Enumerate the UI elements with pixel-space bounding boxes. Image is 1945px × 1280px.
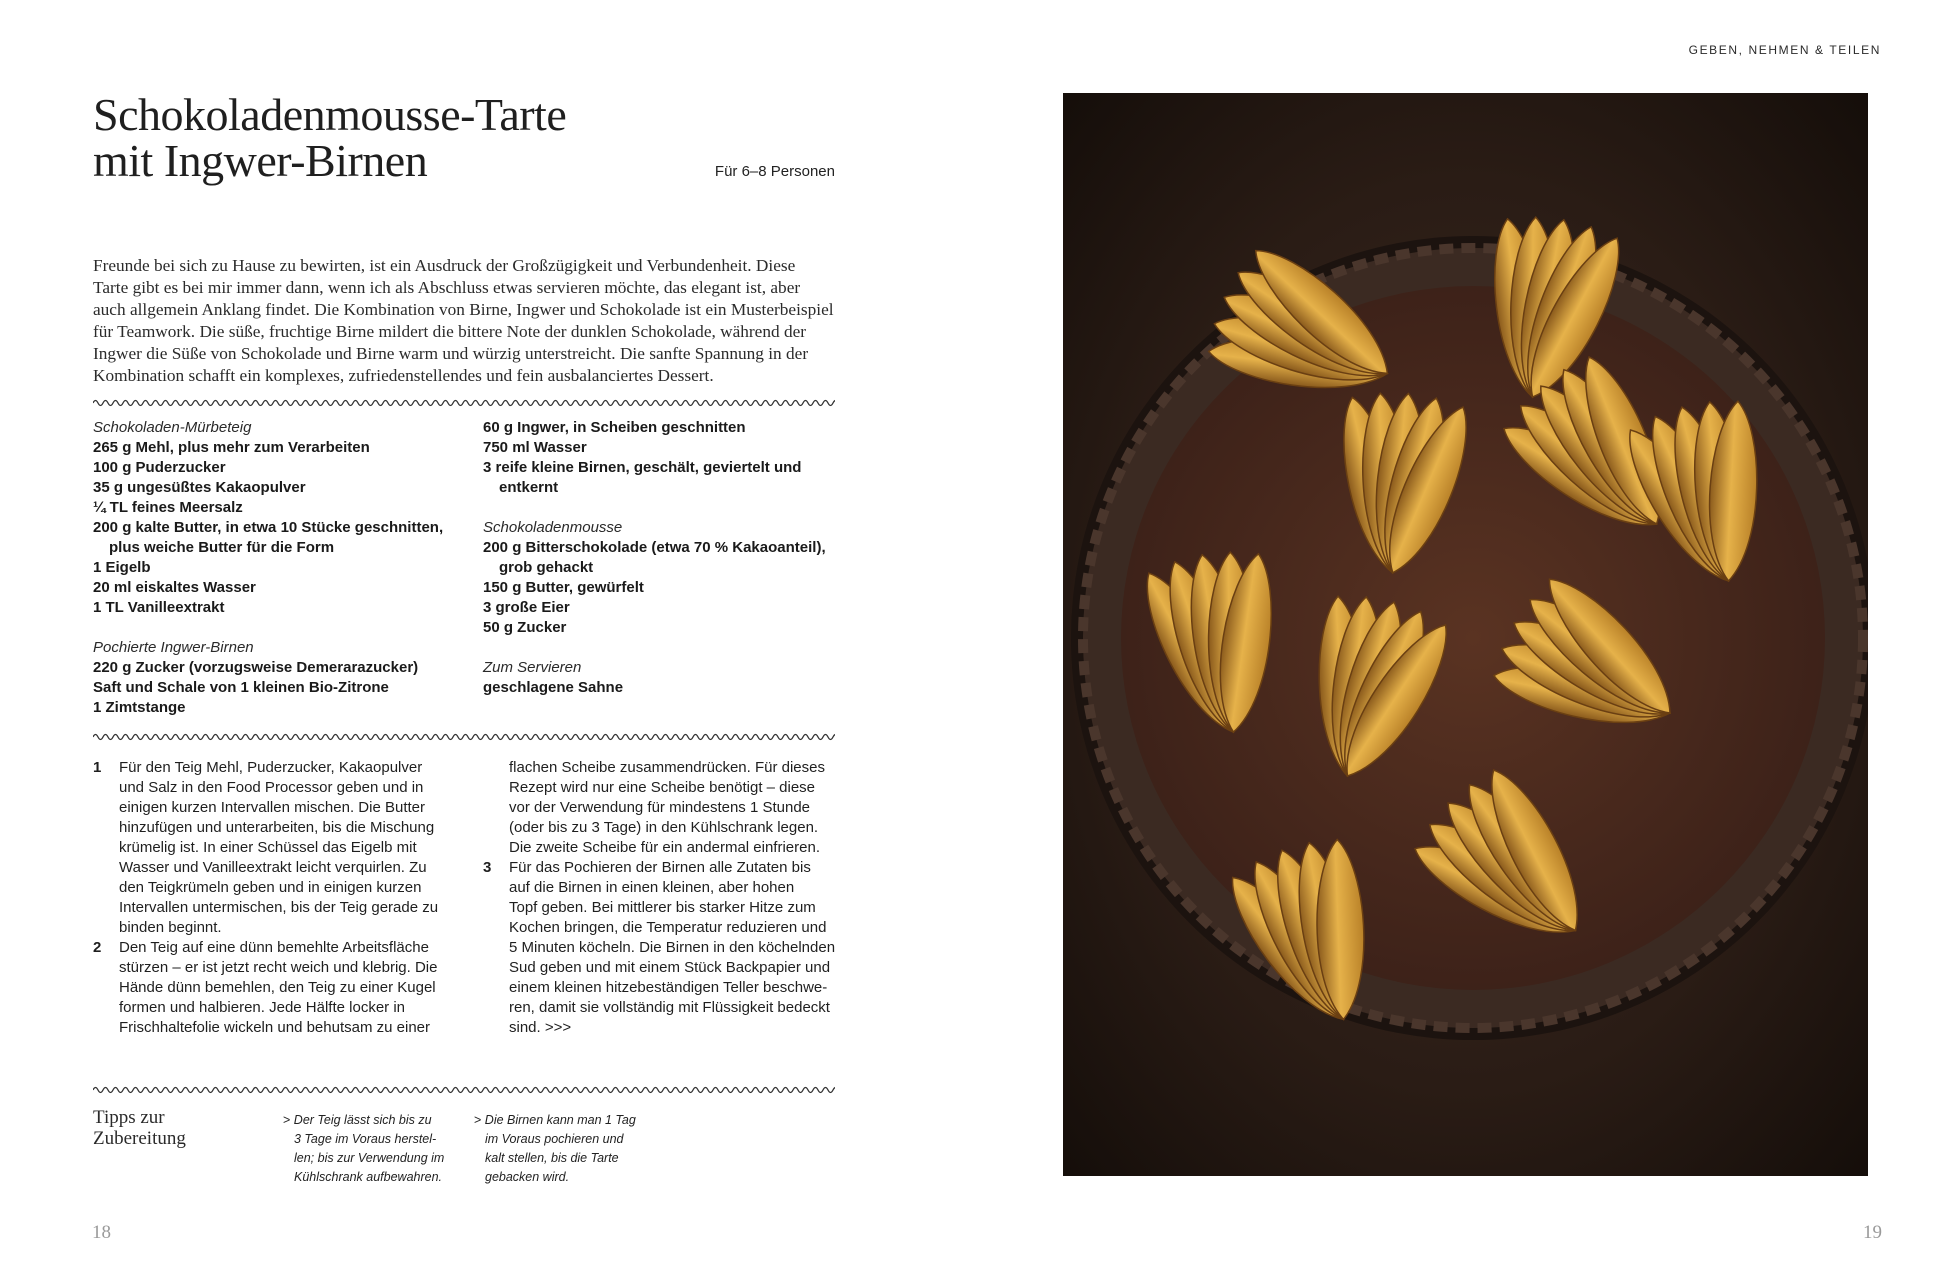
step-number: 1 bbox=[93, 759, 102, 776]
step-number: 2 bbox=[93, 939, 102, 956]
ingredient-item: 50 g Zucker bbox=[483, 619, 567, 636]
page-number-right: 19 bbox=[1863, 1222, 1882, 1243]
ingredient-item: 1 TL Vanilleextrakt bbox=[93, 599, 225, 616]
step-number: 3 bbox=[483, 859, 492, 876]
intro-line: Tarte gibt es bei mir immer dann, wenn ich als Abschluss etwas servieren möchte, das elegant ist, aber bbox=[93, 278, 801, 297]
ingredient-item: ¼ TL feines Meersalz bbox=[93, 499, 243, 516]
method-step bbox=[93, 938, 463, 1038]
tips-title-line-2: Zubereitung bbox=[93, 1128, 186, 1149]
method-step bbox=[483, 758, 853, 858]
step-line: Topf geben. Bei mittlerer bis starker Hitze zum bbox=[509, 899, 816, 916]
step-line: Für das Pochieren der Birnen alle Zutaten bis bbox=[509, 859, 811, 876]
step-line: auf die Birnen in einen kleinen, aber hohen bbox=[509, 879, 795, 896]
chocolate-pear-tart-photo-icon bbox=[1063, 93, 1868, 1176]
wavy-divider bbox=[93, 1084, 835, 1096]
tip-line: 3 Tage im Voraus herstel- bbox=[294, 1132, 437, 1146]
ingredient-item: grob gehackt bbox=[499, 559, 594, 576]
tip-line: im Voraus pochieren und bbox=[485, 1132, 624, 1146]
page-number-left: 18 bbox=[92, 1222, 111, 1243]
ingredient-item: 35 g ungesüßtes Kakaopulver bbox=[93, 479, 306, 496]
ingredient-item: 265 g Mehl, plus mehr zum Verarbeiten bbox=[93, 439, 370, 456]
step-line: stürzen – er ist jetzt recht weich und klebrig. Die bbox=[119, 959, 438, 976]
intro-line: für Teamwork. Die süße, fruchtige Birne mildert die bittere Note der dunklen Schokolade, während der bbox=[93, 322, 807, 341]
intro-line: Freunde bei sich zu Hause zu bewirten, ist ein Ausdruck der Großzügigkeit und Verbundenheit. Diese bbox=[93, 256, 796, 275]
step-line: Kochen bringen, die Temperatur reduzieren und bbox=[509, 919, 827, 936]
intro-line: auch allgemein Anklang findet. Die Kombination von Birne, Ingwer und Schokolade ist ein Musterbeispiel bbox=[93, 300, 834, 319]
step-line: flachen Scheibe zusammendrücken. Für dieses bbox=[509, 759, 825, 776]
tip-2 bbox=[474, 1111, 636, 1187]
tip-arrow: > bbox=[474, 1113, 482, 1127]
step-line: hinzufügen und unterarbeiten, bis die Mischung bbox=[119, 819, 435, 836]
ingredient-item: 1 Eigelb bbox=[93, 559, 151, 576]
ingredient-item: entkernt bbox=[499, 479, 559, 496]
spacer bbox=[93, 618, 473, 638]
step-line: Rezept wird nur eine Scheibe benötigt – diese bbox=[509, 779, 816, 796]
tart-photo bbox=[1063, 93, 1868, 1176]
tip-line: Kühlschrank aufbewahren. bbox=[294, 1170, 443, 1184]
tips-title bbox=[93, 1107, 186, 1149]
ingredient-item: 3 reife kleine Birnen, geschält, geviertelt und bbox=[483, 459, 802, 476]
step-line: und Salz in den Food Processor geben und in bbox=[119, 779, 424, 796]
intro-line: Ingwer die Süße von Schokolade und Birne warm und würzig unterstreicht. Die sanfte Spannung in der bbox=[93, 344, 809, 363]
ingredient-item: 1 Zimtstange bbox=[93, 699, 186, 716]
ingredients-left-column bbox=[93, 418, 473, 718]
spacer bbox=[483, 638, 863, 658]
tips-title-line-1: Tipps zur bbox=[93, 1107, 165, 1128]
tip-line: Die Birnen kann man 1 Tag bbox=[484, 1113, 636, 1127]
tip-line: gebacken wird. bbox=[485, 1170, 570, 1184]
wavy-divider bbox=[93, 397, 835, 409]
step-line: (oder bis zu 3 Tage) in den Kühlschrank legen. bbox=[509, 819, 819, 836]
step-line: vor der Verwendung für mindestens 1 Stunde bbox=[509, 799, 811, 816]
ingredient-item: 750 ml Wasser bbox=[483, 439, 587, 456]
intro-line: Kombination schafft ein komplexes, zufriedenstellendes und fein ausbalanciertes Dessert. bbox=[93, 366, 714, 385]
tip-arrow: > bbox=[283, 1113, 291, 1127]
step-line: ren, damit sie vollständig mit Flüssigkeit bedeckt bbox=[509, 999, 830, 1016]
section-label: GEBEN, NEHMEN & TEILEN bbox=[1688, 43, 1881, 57]
ingredient-item: plus weiche Butter für die Form bbox=[109, 539, 335, 556]
step-line: formen und halbieren. Jede Hälfte locker in bbox=[119, 999, 405, 1016]
recipe-title-line-1: Schokoladenmousse-Tarte bbox=[93, 89, 567, 140]
recipe-title-line-2: mit Ingwer-Birnen bbox=[93, 135, 428, 186]
tip-line: Der Teig lässt sich bis zu bbox=[293, 1113, 432, 1127]
step-line: Hände dünn bemehlen, den Teig zu einer Kugel bbox=[119, 979, 436, 996]
step-line: einigen kurzen Intervallen mischen. Die Butter bbox=[119, 799, 425, 816]
step-line: sind. >>> bbox=[509, 1019, 572, 1036]
ingredient-item: 200 g Bitterschokolade (etwa 70 % Kakaoanteil), bbox=[483, 539, 826, 556]
step-line: 5 Minuten köcheln. Die Birnen in den köchelnden bbox=[509, 939, 836, 956]
ingredient-group-heading: Schokoladen-Mürbeteig bbox=[93, 419, 252, 436]
ingredient-item: 200 g kalte Butter, in etwa 10 Stücke geschnitten, bbox=[93, 519, 444, 536]
ingredient-item: 100 g Puderzucker bbox=[93, 459, 226, 476]
step-line: krümelig ist. In einer Schüssel das Eigelb mit bbox=[119, 839, 417, 856]
ingredients-right-column bbox=[483, 418, 863, 698]
step-line: Intervallen untermischen, bis der Teig gerade zu bbox=[119, 899, 439, 916]
step-line: Frischhaltefolie wickeln und behutsam zu einer bbox=[119, 1019, 430, 1036]
ingredient-item: 20 ml eiskaltes Wasser bbox=[93, 579, 256, 596]
step-line: Wasser und Vanilleextrakt leicht verquirlen. Zu bbox=[119, 859, 427, 876]
intro-text bbox=[93, 255, 840, 387]
method-right-column bbox=[483, 758, 853, 1038]
ingredient-group-heading: Schokoladenmousse bbox=[483, 519, 623, 536]
tip-1 bbox=[283, 1111, 444, 1187]
ingredient-item: geschlagene Sahne bbox=[483, 679, 624, 696]
step-line: einem kleinen hitzebeständigen Teller beschwe- bbox=[509, 979, 828, 996]
ingredient-item: 3 große Eier bbox=[483, 599, 570, 616]
tip-line: len; bis zur Verwendung im bbox=[294, 1151, 445, 1165]
ingredient-group-heading: Pochierte Ingwer-Birnen bbox=[93, 639, 254, 656]
ingredient-item: 150 g Butter, gewürfelt bbox=[483, 579, 644, 596]
step-line: Den Teig auf eine dünn bemehlte Arbeitsfläche bbox=[119, 939, 429, 956]
tip-line: kalt stellen, bis die Tarte bbox=[485, 1151, 619, 1165]
ingredient-item: Saft und Schale von 1 kleinen Bio-Zitrone bbox=[93, 679, 389, 696]
wavy-divider bbox=[93, 731, 835, 743]
step-line: binden beginnt. bbox=[119, 919, 222, 936]
method-step bbox=[483, 858, 853, 1038]
step-line: Für den Teig Mehl, Puderzucker, Kakaopulver bbox=[119, 759, 423, 776]
spacer bbox=[483, 498, 863, 518]
servings: Für 6–8 Personen bbox=[714, 163, 835, 180]
method-left-column bbox=[93, 758, 463, 1038]
step-line: den Teigkrümeln geben und in einigen kurzen bbox=[119, 879, 422, 896]
ingredient-item: 60 g Ingwer, in Scheiben geschnitten bbox=[483, 419, 746, 436]
ingredient-group-heading: Zum Servieren bbox=[483, 659, 582, 676]
ingredient-item: 220 g Zucker (vorzugsweise Demerarazucker) bbox=[93, 659, 419, 676]
step-line: Sud geben und mit einem Stück Backpapier und bbox=[509, 959, 831, 976]
recipe-title bbox=[93, 89, 567, 186]
method-step bbox=[93, 758, 463, 938]
step-line: Die zweite Scheibe für ein andermal einfrieren. bbox=[509, 839, 820, 856]
